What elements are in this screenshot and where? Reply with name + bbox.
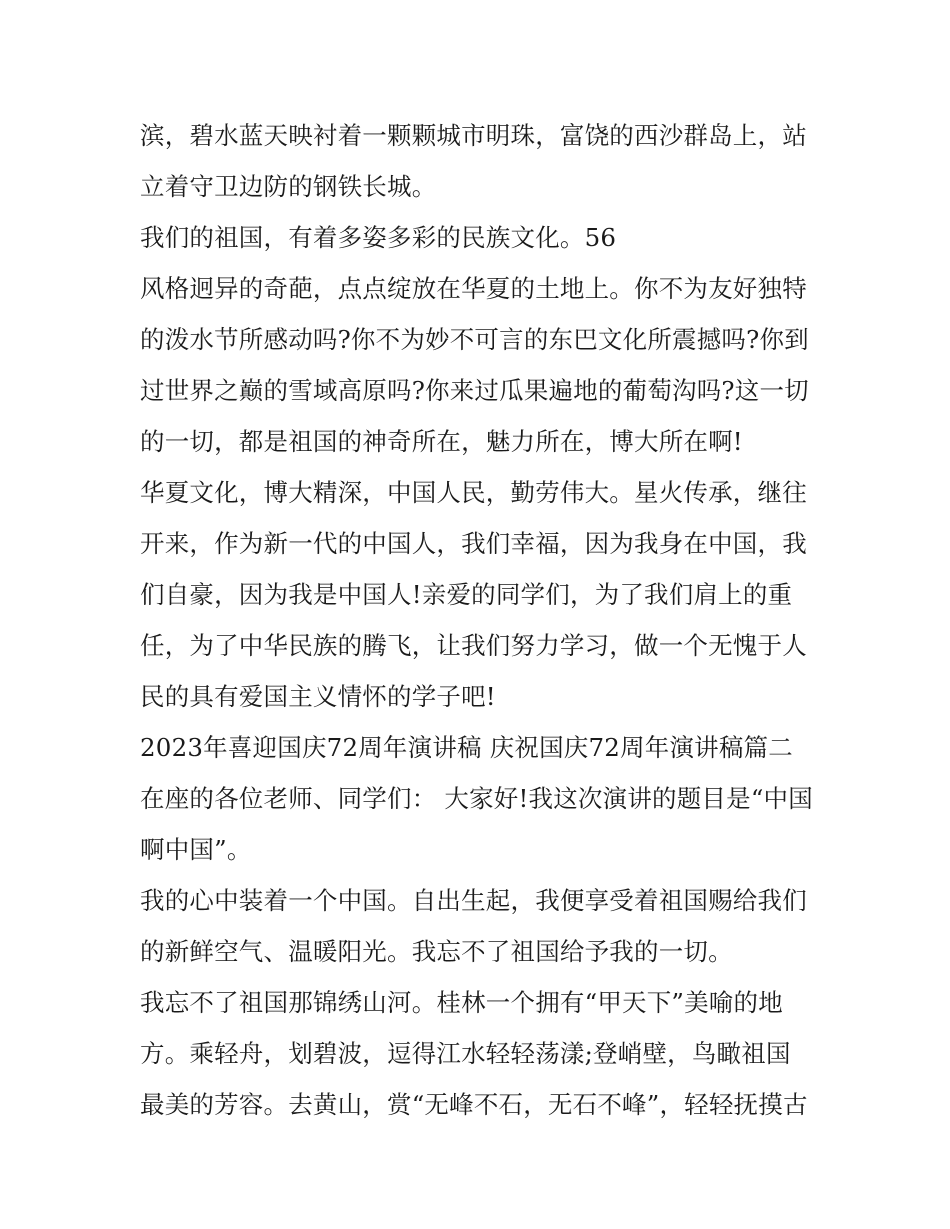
text-line: 滨，碧水蓝天映衬着一颗颗城市明珠，富饶的西沙群岛上，站 <box>140 121 807 150</box>
text-line: 我们的祖国，有着多姿多彩的民族文化。56 <box>140 223 617 252</box>
text-line: 立着守卫边防的钢铁长城。 <box>140 172 437 201</box>
text-line: 风格迥异的奇葩，点点绽放在华夏的土地上。你不为友好独特 <box>140 274 807 303</box>
text-line: 任，为了中华民族的腾飞，让我们努力学习，做一个无愧于人 <box>140 631 807 660</box>
text-line: 过世界之巅的雪域高原吗?你来过瓜果遍地的葡萄沟吗?这一切 <box>140 376 809 405</box>
text-line: 的新鲜空气、温暖阳光。我忘不了祖国给予我的一切。 <box>140 937 733 966</box>
document-body <box>140 110 820 1130</box>
text-line: 啊中国”。 <box>140 835 252 864</box>
text-line: 民的具有爱国主义情怀的学子吧! <box>140 682 496 711</box>
text-line: 华夏文化，博大精深，中国人民，勤劳伟大。星火传承，继往 <box>140 478 807 507</box>
text-line: 的泼水节所感动吗?你不为妙不可言的东巴文化所震撼吗?你到 <box>140 325 809 354</box>
text-line: 方。乘轻舟，划碧波，逗得江水轻轻荡漾;登峭壁，鸟瞰祖国 <box>140 1039 791 1068</box>
text-line: 我的心中装着一个中国。自出生起，我便享受着祖国赐给我们 <box>140 886 807 915</box>
text-line: 们自豪，因为我是中国人!亲爱的同学们，为了我们肩上的重 <box>140 580 793 609</box>
text-line: 的一切，都是祖国的神奇所在，魅力所在，博大所在啊! <box>140 427 743 456</box>
text-line: 我忘不了祖国那锦绣山河。桂林一个拥有“甲天下”美喻的地 <box>140 988 783 1017</box>
section-title-line: 2023年喜迎国庆72周年演讲稿 庆祝国庆72周年演讲稿篇二 <box>140 733 793 762</box>
text-line: 在座的各位老师、同学们： 大家好!我这次演讲的题目是“中国 <box>140 784 813 813</box>
text-line: 最美的芳容。去黄山，赏“无峰不石，无石不峰”，轻轻抚摸古 <box>140 1090 808 1119</box>
text-line: 开来，作为新一代的中国人，我们幸福，因为我身在中国，我 <box>140 529 807 558</box>
